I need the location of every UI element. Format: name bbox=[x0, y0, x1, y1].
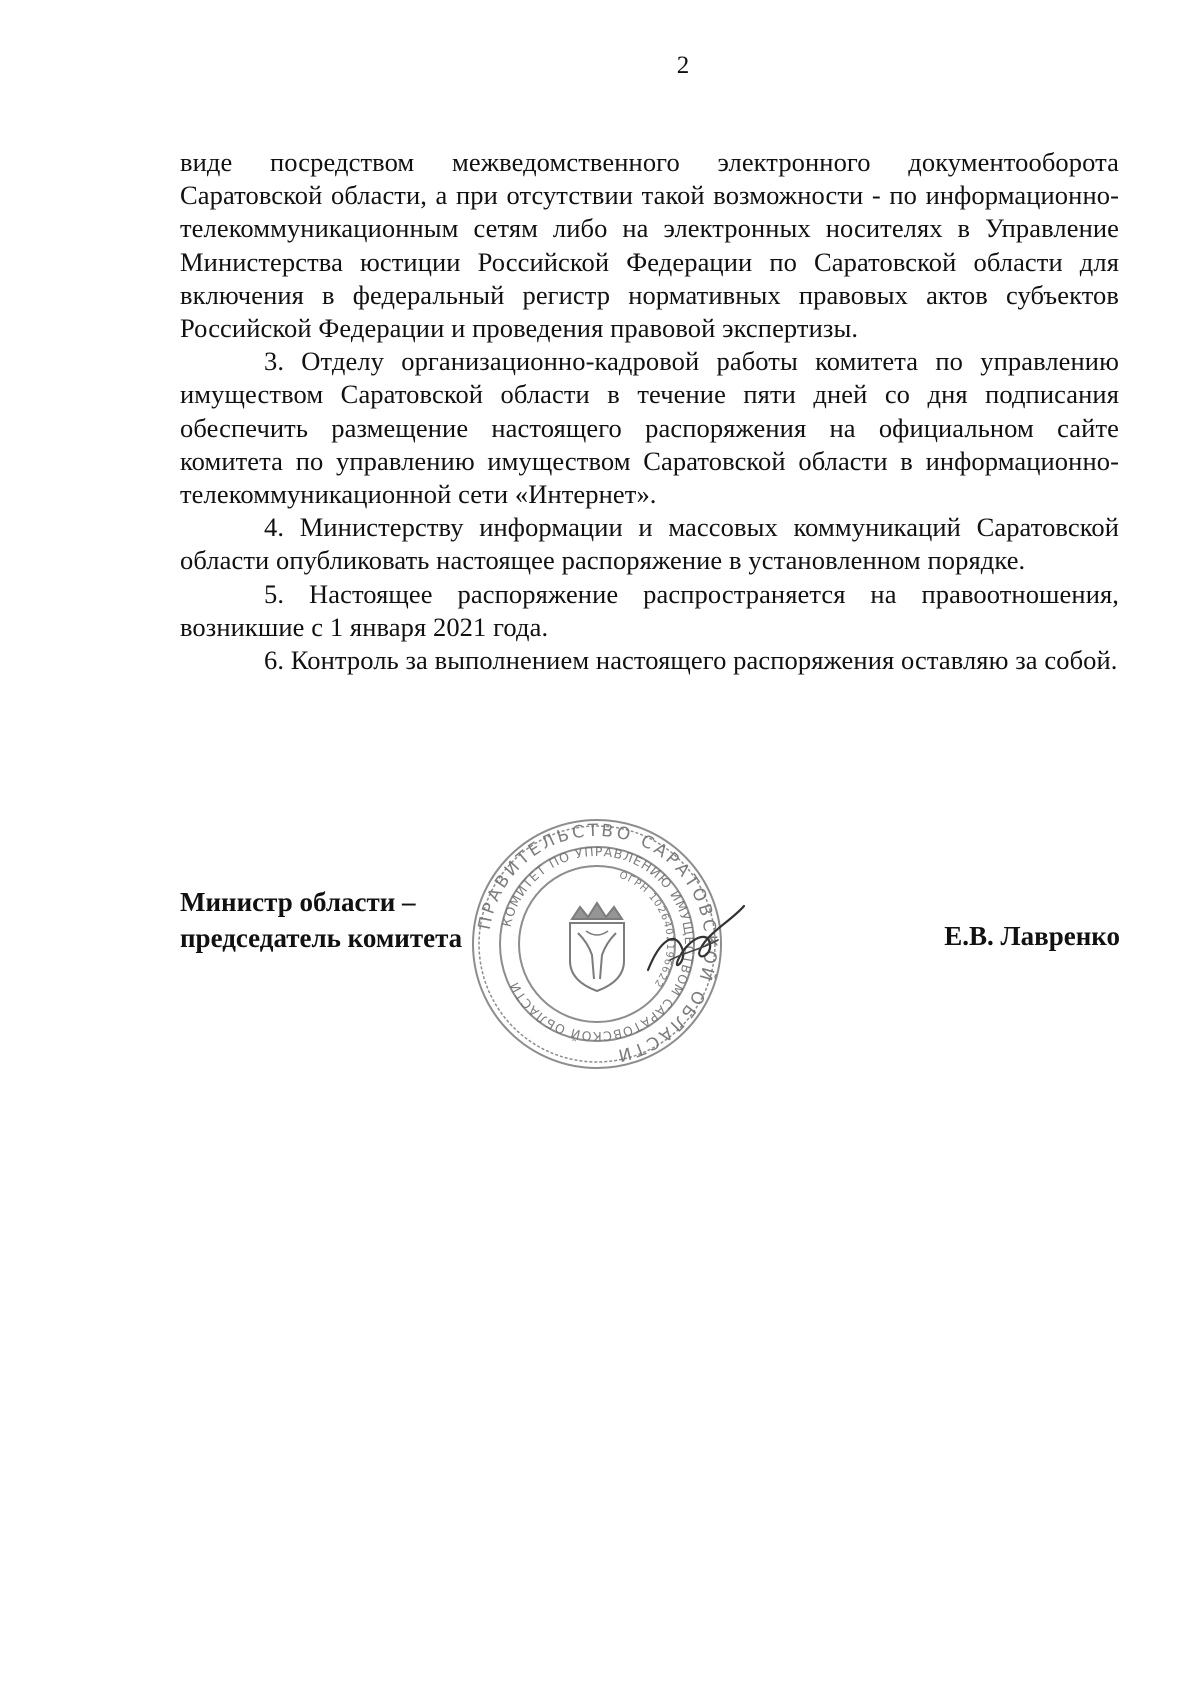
stamp-ogrn-text: ОГРН 1026402196622 bbox=[617, 869, 676, 990]
signatory-position bbox=[180, 884, 462, 956]
handwritten-signature bbox=[640, 900, 750, 990]
document-body bbox=[180, 146, 1119, 677]
signatory-position-line-1: Министр области – bbox=[180, 887, 416, 917]
signatory-name: Е.В. Лавренко bbox=[944, 921, 1120, 951]
stamp-outer-text: ПРАВИТЕЛЬСТВО САРАТОВСКОЙ ОБЛАСТИ bbox=[474, 820, 721, 1066]
signatory-position-line-2: председатель комитета bbox=[180, 923, 463, 953]
paragraph-item-4: 4. Министерству информации и массовых коммуникаций Саратовской области опубликовать настоящее распоряжение в установленном порядке. bbox=[180, 512, 1119, 576]
paragraph-continuation: виде посредством межведомственного электронного документооборота Саратовской области, а при отсутствии такой возможности - по информационно-телекоммуникационным сетям либо на электронных носителях в Управление Министерства юстиции Российской Федерации по Саратовской области для включения в федеральный регистр нормативных правовых актов субъектов Российской Федерации и проведения правовой экспертизы. bbox=[180, 147, 1119, 344]
paragraph-item-6: 6. Контроль за выполнением настоящего распоряжения оставляю за собой. bbox=[264, 645, 1118, 676]
coat-of-arms-icon bbox=[570, 903, 624, 991]
page-number: 2 bbox=[676, 52, 690, 79]
paragraph-item-3: 3. Отделу организационно-кадровой работы комитета по управлению имуществом Саратовской области в течение пяти дней со дня подписания обеспечить размещение настоящего распоряжения на официальном сайте комитета по управлению имуществом Саратовской области в информационно-телекоммуникационной сети «Интернет». bbox=[180, 346, 1119, 510]
paragraph-item-5: 5. Настоящее распоряжение распространяется на правоотношения, возникшие с 1 января 2021 года. bbox=[180, 578, 1119, 642]
stamp-middle-text: КОМИТЕТ ПО УПРАВЛЕНИЮ ИМУЩЕСТВОМ САРАТОВСКОЙ ОБЛАСТИ bbox=[498, 843, 698, 1045]
